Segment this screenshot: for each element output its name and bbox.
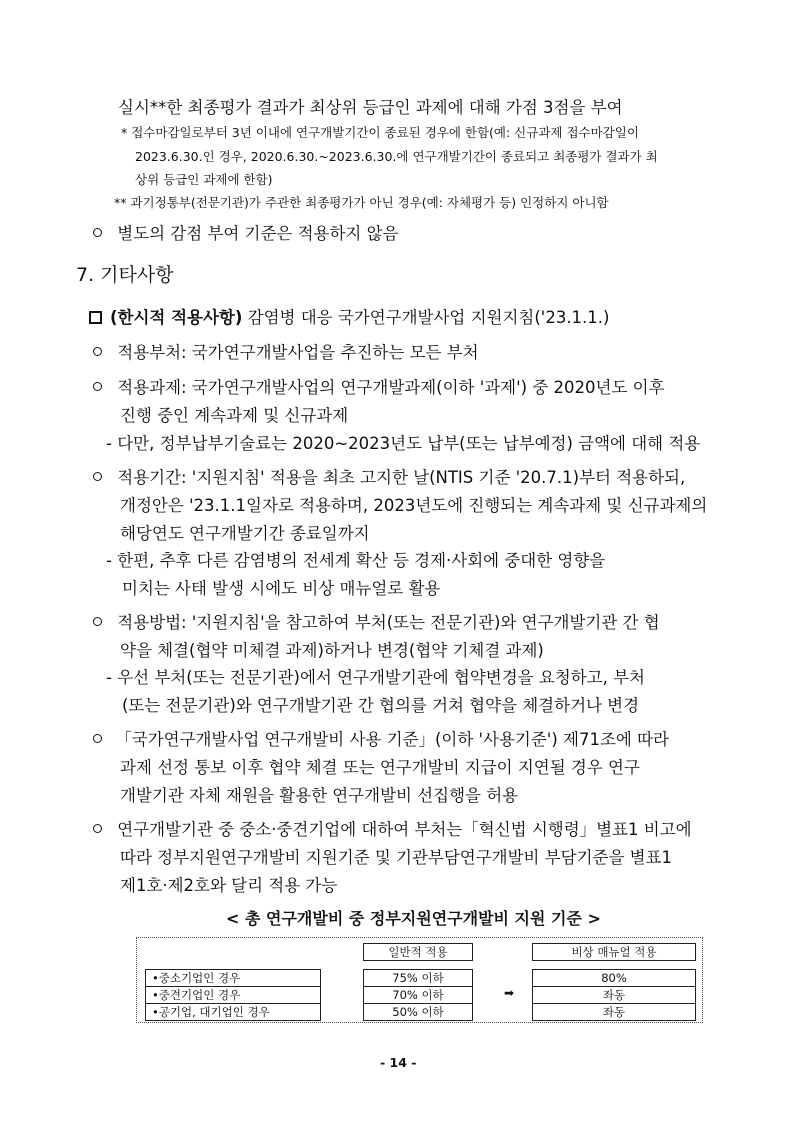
- bullet-text-cont: 개발기관 자체 재원을 활용한 연구개발비 선집행을 허용: [120, 786, 519, 805]
- circle-bullet-icon: [93, 472, 102, 481]
- table-row-label: •중견기업인 경우: [145, 986, 321, 1004]
- bullet-text-cont: 진행 중인 계속과제 및 신규과제: [120, 406, 349, 425]
- bullet-item: [93, 816, 692, 840]
- bullet-text-cont: 약을 체결(협약 미체결 과제)하거나 변경(협약 기체결 과제): [120, 641, 544, 660]
- bullet-item: [93, 220, 399, 244]
- bullet-item: [93, 374, 665, 398]
- box-item: [89, 304, 610, 328]
- square-bullet-icon: [89, 311, 102, 324]
- bullet-text: 「국가연구개발사업 연구개발비 사용 기준」(이하 '사용기준') 제71조에 따라: [115, 730, 669, 749]
- bullet-item: [93, 339, 479, 363]
- text-line: 실시**한 최종평가 결과가 최상위 등급인 과제에 대해 가점 3점을 부여: [118, 98, 623, 117]
- dash-item-cont: 미치는 사태 발생 시에도 비상 매뉴얼로 활용: [122, 579, 441, 598]
- footnote-line: 2023.6.30.인 경우, 2020.6.30.~2023.6.30.에 연구개발기간이 종료되고 최종평가 결과가 최: [135, 149, 658, 164]
- bullet-item: [93, 464, 685, 488]
- footnote-line: * 접수마감일로부터 3년 이내에 연구개발기간이 종료된 경우에 한함(예: 신규과제 접수마감일이: [121, 125, 639, 140]
- table-cell-general: 50% 이하: [363, 1003, 473, 1021]
- bullet-item: [93, 726, 669, 750]
- bullet-text: 적용기간: '지원지침' 적용을 최초 고지한 날(NTIS 기준 '20.7.1)부터 적용하되,: [117, 468, 686, 487]
- dash-item-cont: (또는 전문기관)와 연구개발기관 간 협의를 거쳐 협약을 체결하거나 변경: [122, 696, 640, 715]
- footnote-line: ** 과기정통부(전문기관)가 주관한 최종평가가 아닌 경우(예: 자체평가 등) 인정하지 아니함: [114, 195, 609, 210]
- support-criteria-table: [136, 937, 703, 1023]
- bullet-text: 적용과제: 국가연구개발사업의 연구개발과제(이하 '과제') 중 2020년도 이후: [117, 378, 665, 397]
- circle-bullet-icon: [93, 228, 102, 237]
- table-cell-emergency: 80%: [532, 969, 696, 987]
- box-item-bold: (한시적 적용사항): [110, 308, 243, 327]
- dash-item: - 다만, 정부납부기술료는 2020~2023년도 납부(또는 납부예정) 금액에 대해 적용: [106, 434, 701, 453]
- table-cell-general: 75% 이하: [363, 969, 473, 987]
- dash-item: - 우선 부처(또는 전문기관)에서 연구개발기관에 협약변경을 요청하고, 부처: [106, 668, 645, 687]
- footnote-line: 상위 등급인 과제에 한함): [135, 172, 273, 187]
- circle-bullet-icon: [93, 382, 102, 391]
- table-cell-emergency: 좌동: [532, 986, 696, 1004]
- bullet-text: 적용방법: '지원지침'을 참고하여 부처(또는 전문기관)와 연구개발기관 간 협: [117, 613, 660, 632]
- table-cell-general: 70% 이하: [363, 986, 473, 1004]
- bullet-text: 별도의 감점 부여 기준은 적용하지 않음: [117, 224, 399, 243]
- bullet-text-cont: 제1호·제2호와 달리 적용 가능: [120, 876, 338, 895]
- circle-bullet-icon: [93, 824, 102, 833]
- circle-bullet-icon: [93, 347, 102, 356]
- table-title: < 총 연구개발비 중 정부지원연구개발비 지원 기준 >: [226, 909, 601, 928]
- box-item-text: 감염병 대응 국가연구개발사업 지원지침('23.1.1.): [242, 308, 610, 327]
- bullet-text-cont: 따라 정부지원연구개발비 지원기준 및 기관부담연구개발비 부담기준을 별표1: [120, 848, 673, 867]
- bullet-text-cont: 과제 선정 통보 이후 협약 체결 또는 연구개발비 지급이 지연될 경우 연구: [120, 758, 640, 777]
- page-number: - 14 -: [380, 1055, 417, 1070]
- bullet-text: 연구개발기관 중 중소·중견기업에 대하여 부처는「혁신법 시행령」별표1 비고에: [117, 820, 692, 839]
- bullet-text: 적용부처: 국가연구개발사업을 추진하는 모든 부처: [117, 343, 479, 362]
- dash-item: - 한편, 추후 다른 감염병의 전세계 확산 등 경제·사회에 중대한 영향을: [106, 551, 606, 570]
- table-row-label: •중소기업인 경우: [145, 969, 321, 987]
- right-arrow-icon: ➡: [504, 986, 515, 1000]
- table-cell-emergency: 좌동: [532, 1003, 696, 1021]
- table-header-emergency: 비상 매뉴얼 적용: [532, 943, 696, 961]
- bullet-text-cont: 해당연도 연구개발기간 종료일까지: [120, 524, 370, 543]
- table-row-label: •공기업, 대기업인 경우: [145, 1003, 321, 1021]
- bullet-text-cont: 개정안은 '23.1.1일자로 적용하며, 2023년도에 진행되는 계속과제 및 신규과제의: [120, 496, 708, 515]
- section-title: 7. 기타사항: [76, 264, 174, 286]
- table-header-general: 일반적 적용: [363, 943, 473, 961]
- circle-bullet-icon: [93, 734, 102, 743]
- circle-bullet-icon: [93, 617, 102, 626]
- bullet-item: [93, 609, 660, 633]
